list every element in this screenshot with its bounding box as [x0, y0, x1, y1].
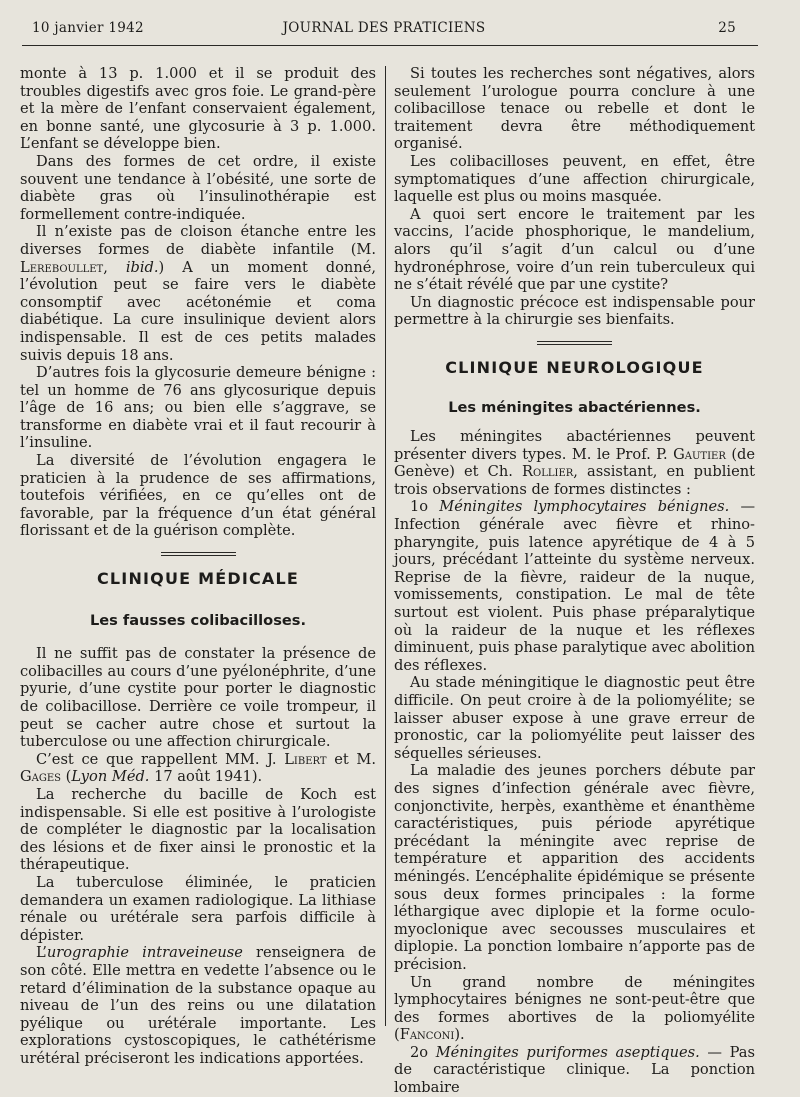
column-divider — [385, 66, 386, 1026]
paragraph: La tuberculose éliminée, le praticien demandera un examen radiologique. La lithiase rénale ou urétérale sera parfois difficile à dépister. — [20, 873, 376, 944]
paragraph: Un grand nombre de méningites lymphocytaires bénignes ne sont-peut-être que des formes abortives de la poliomyélite (Fanconi). — [394, 973, 755, 1044]
paragraph: La diversité de l’évolution engagera le praticien à la prudence de ses affirmations, toutefois vérifiées, en ce qu’elles ont de favorable, par la fréquence d’un état général florissant et de la guérison complète. — [20, 452, 376, 540]
section-title: CLINIQUE MÉDICALE — [96, 569, 300, 589]
paragraph: 2o Méningites puriformes aseptiques. — Pas de caractéristique clinique. La ponction lombaire — [394, 1043, 755, 1097]
paragraph: A quoi sert encore le traitement par les vaccins, l’acide phosphorique, le mandelium, alors qu’il s’agit d’un calcul ou d’une hydronéphrose, voire d’un rein tuberculeux qui ne s’était révélé que par une cystite? — [394, 205, 755, 294]
paragraph: Dans des formes de cet ordre, il existe souvent une tendance à l’obésité, une sorte de diabète gras où l’insulinothérapie est formellement contre-indiquée. — [20, 152, 376, 223]
author-name: Rollier — [522, 463, 574, 481]
emphasis: urographie intraveineuse — [46, 944, 243, 962]
header-rule — [22, 45, 758, 46]
paragraph: 1o Méningites lymphocytaires bénignes. — Infection générale avec fièvre et rhino-pharyngite, puis latence apyrétique de 4 à 5 jours, précédant l’atteinte du système nerveux. Reprise de la fièvre, raideur de la nuque, vomissements, constipation. Le mal de tête surtout est violent. Puis phase préparalytique où la raideur de la nuque et les réflexes diminuent, puis phase paralytique avec abolition des réflexes. — [394, 498, 756, 674]
paragraph: Si toutes les recherches sont négatives, alors seulement l’urologue pourra conclure à une colibacillose tenace ou rebelle et dont le traitement devra être méthodiquement organisé. — [394, 65, 755, 153]
journal-title: JOURNAL DES PRATICIENS — [282, 20, 486, 36]
header-date: 10 janvier 1942 — [32, 20, 144, 36]
section-double-rule — [537, 341, 612, 345]
author-name: Lereboullet — [20, 258, 104, 276]
author-name: Gages — [20, 768, 62, 786]
author-name: Libert — [284, 750, 327, 768]
article-title: Les fausses colibacilloses. — [89, 611, 307, 629]
left-column — [20, 65, 376, 1067]
paragraph: Au stade méningitique le diagnostic peut être difficile. On peut croire à de la poliomyélite; se laisser abuser expose à une grave erreur de pronostic, car la poliomyélite peut laisser des séquelles sérieuses. — [394, 674, 755, 762]
paragraph: Les méningites abactériennes peuvent présenter divers types. M. le Prof. P. Gautier (de Genève) et Ch. Rollier, assistant, en publient trois observations de formes distinctes : — [394, 428, 756, 498]
emphasis: Méningites lymphocytaires bénignes. — [439, 498, 730, 516]
citation-ibid: ibid. — [125, 258, 159, 276]
paragraph: C’est ce que rappellent MM. J. Libert et M. Gages (Lyon Méd. 17 août 1941). — [20, 750, 376, 786]
paragraph: La recherche du bacille de Koch est indispensable. Si elle est positive à l’urologiste de compléter le diagnostic par la localisation des lésions et de fixer ainsi le pronostic et la thérapeutique. — [20, 785, 376, 874]
right-column — [394, 65, 755, 1097]
paragraph: monte à 13 p. 1.000 et il se produit des troubles digestifs avec gros foie. Le grand-père et la mère de l’enfant conservaient également, en bonne santé, une glycosurie à 3 p. 1.000. L’enfant se développe bien. — [20, 65, 376, 153]
paragraph: L’urographie intraveineuse renseignera de son côté. Elle mettra en vedette l’absence ou le retard d’élimination de la substance opaque au niveau de l’un des reins ou une dilatation pyélique ou urétérale importante. Les explorations cystoscopiques, le cathétérisme urétéral préciseront les indications apportées. — [20, 944, 376, 1067]
emphasis: Méningites puriformes aseptiques. — [435, 1043, 700, 1061]
paragraph: Les colibacilloses peuvent, en effet, être symptomatiques d’une affection chirurgicale, laquelle est plus ou moins masquée. — [394, 152, 755, 206]
running-header — [32, 20, 736, 44]
paragraph: Il ne suffit pas de constater la présence de colibacilles au cours d’une pyélonéphrite, d’une pyurie, d’une cystite pour porter le diagnostic de colibacillose. Derrière ce voile trompeur, il peut se cacher autre chose et surtout la tuberculose ou une affection chirurgicale. — [20, 645, 376, 751]
page-number: 25 — [718, 20, 736, 36]
section-double-rule — [161, 552, 236, 556]
paragraph: Il n’existe pas de cloison étanche entre les diverses formes de diabète infantile (M. Lereboullet, ibid.) A un moment donné, l’évolution peut se faire vers le diabète consomptif avec acétonémie et coma diabétique. La cure insulinique devient alors indispensable. Il est de ces petits malades suivis depuis 18 ans. — [20, 223, 377, 364]
article-title: Les méningites abactériennes. — [448, 398, 701, 416]
author-name: Gautier — [673, 445, 726, 463]
paragraph: La maladie des jeunes porchers débute par des signes d’infection générale avec fièvre, conjonctivite, herpès, exanthème et énanthème caractéristiques, puis période apyrétique précédant la méningite avec reprise de température et apparition des accidents méningés. L’encéphalite épidémique se présente sous deux formes principales : la forme léthargique avec diplopie et la forme oculo-myoclonique avec secousses musculaires et diplopie. La ponction lombaire n’apporte pas de précision. — [394, 762, 755, 973]
journal-reference: Lyon Méd. — [71, 768, 150, 786]
author-name: Fanconi — [399, 1026, 455, 1044]
paragraph: D’autres fois la glycosurie demeure bénigne : tel un homme de 76 ans glycosurique depuis l’âge de 16 ans; ou bien elle s’aggrave, se transforme en diabète vrai et il faut recourir à l’insuline. — [20, 364, 376, 452]
paragraph: Un diagnostic précoce est indispensable pour permettre à la chirurgie ses bienfaits. — [394, 293, 755, 329]
section-title: CLINIQUE NEUROLOGIQUE — [445, 357, 704, 377]
